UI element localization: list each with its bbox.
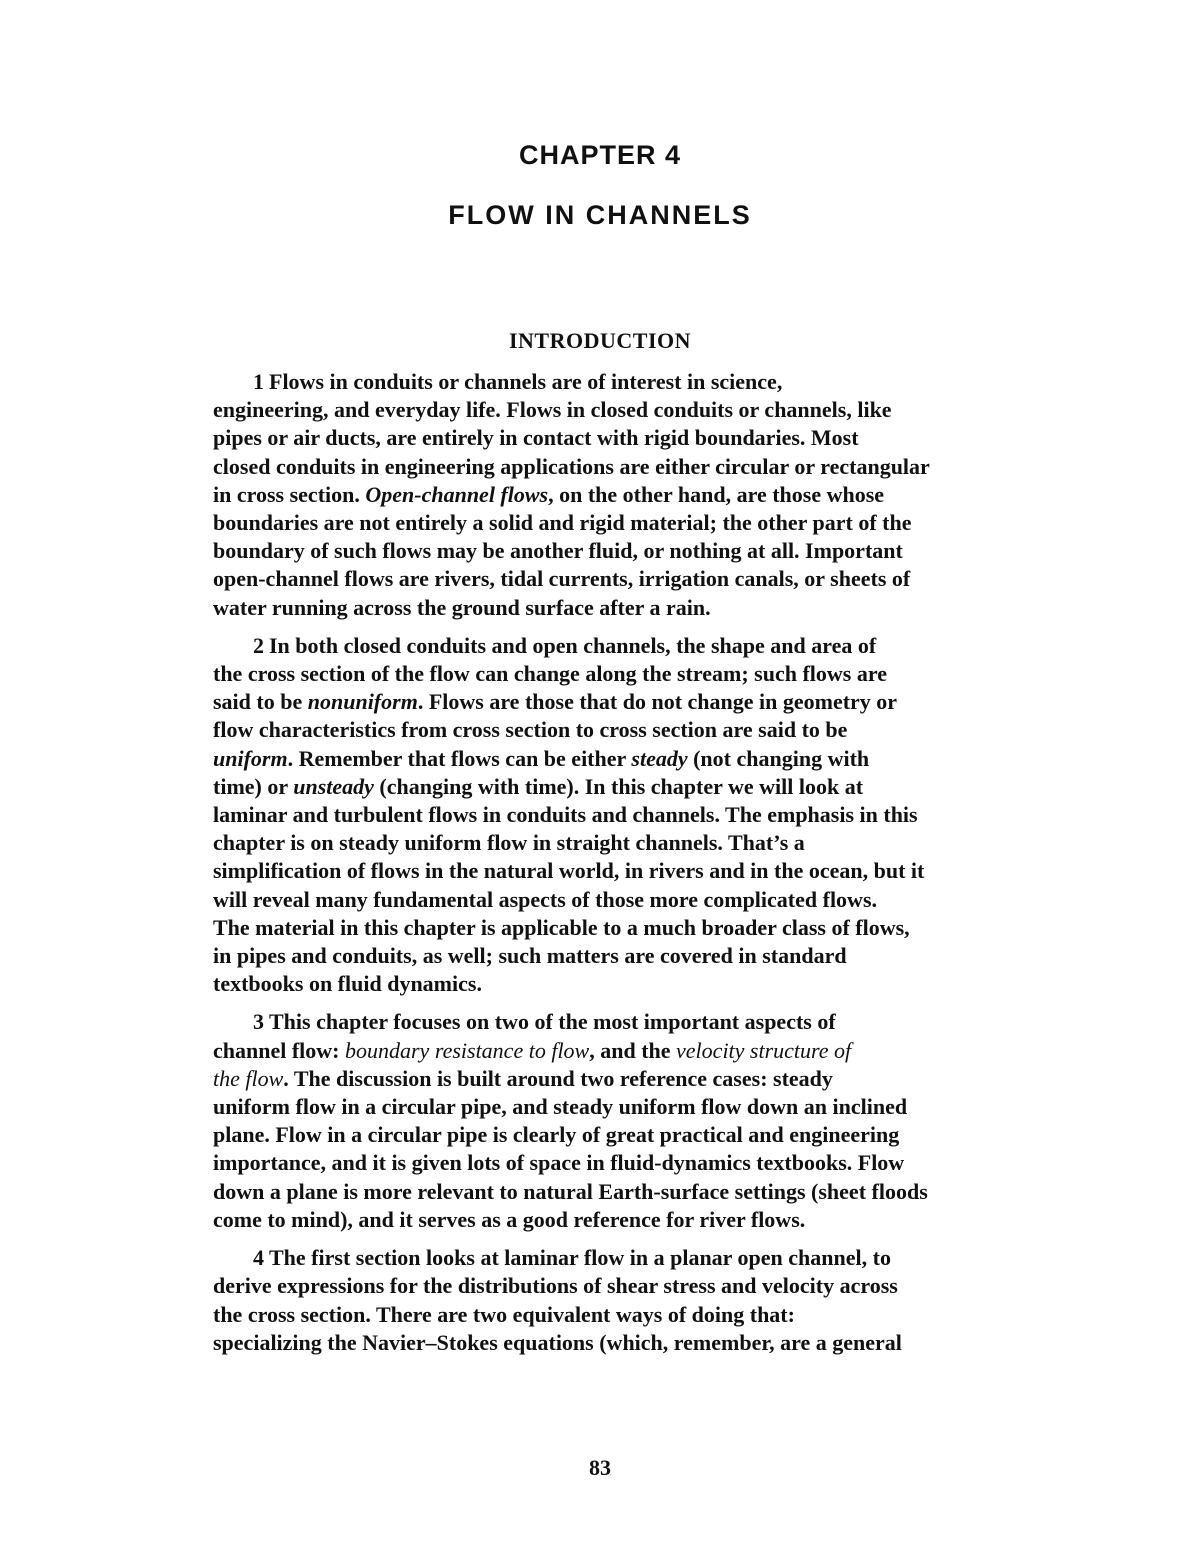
text-line [213,886,1003,914]
paragraph-4 [213,1244,1003,1357]
emphasis-the-flow: the flow [213,1065,284,1091]
text-span: pipes or air ducts, are entirely in contact with rigid boundaries. Most [213,425,859,451]
text-line [213,565,1003,593]
text-span: water running across the ground surface after a rain. [213,594,711,620]
text-line [213,453,1003,481]
text-line [213,773,1003,801]
paragraph-number: 3 [253,1009,264,1035]
text-line [213,1065,1003,1093]
text-line [213,509,1003,537]
text-span: . Flows are those that do not change in geometry or [417,689,898,715]
text-span: (not changing with [687,745,870,771]
term-open-channel-flows: Open-channel flows [365,481,549,507]
text-span: down a plane is more relevant to natural Earth-surface settings (sheet floods [213,1178,928,1204]
text-span: time) or [213,773,294,799]
text-line [213,914,1003,942]
text-span: specializing the Navier–Stokes equations (which, remember, are a general [213,1329,902,1355]
body-text [213,368,1003,1367]
text-span: the cross section of the flow can change along the stream; such flows are [213,661,887,687]
paragraph-1 [213,368,1003,622]
text-span: open-channel flows are rivers, tidal currents, irrigation canals, or sheets of [213,566,911,592]
text-span: The first section looks at laminar flow in a planar open channel, to [269,1245,891,1271]
emphasis-boundary-resistance: boundary resistance to flow [345,1037,590,1063]
paragraph-3 [213,1008,1003,1234]
text-span: uniform flow in a circular pipe, and steady uniform flow down an inclined [213,1094,908,1120]
chapter-label: CHAPTER 4 [518,140,682,170]
text-line [213,1008,1003,1036]
page-number: 83 [589,1455,611,1480]
text-span: come to mind), and it serves as a good reference for river flows. [213,1206,806,1232]
text-line [213,424,1003,452]
text-span: The material in this chapter is applicable to a much broader class of flows, [213,914,910,940]
text-span: . Remember that flows can be either [287,745,632,771]
text-span: said to be [213,689,308,715]
text-line [213,1121,1003,1149]
text-line [213,1093,1003,1121]
text-line [213,1329,1003,1357]
text-span: channel flow: [213,1037,345,1063]
text-span: , and the [589,1037,677,1063]
paragraph-number: 4 [253,1245,264,1271]
text-line [213,745,1003,773]
text-line [213,857,1003,885]
text-span: boundaries are not entirely a solid and rigid material; the other part of the [213,510,912,536]
text-line [213,1178,1003,1206]
text-line [213,632,1003,660]
text-line [213,801,1003,829]
text-line [213,481,1003,509]
text-line [213,1206,1003,1234]
text-span: (changing with time). In this chapter we will look at [373,773,864,799]
text-line [213,688,1003,716]
text-span: , on the other hand, are those whose [548,481,885,507]
text-line [213,660,1003,688]
text-line [213,942,1003,970]
paragraph-2 [213,632,1003,999]
text-line [213,1149,1003,1177]
text-span: engineering, and everyday life. Flows in closed conduits or channels, like [213,397,892,423]
text-span: closed conduits in engineering applications are either circular or rectangular [213,453,930,479]
text-span: importance, and it is given lots of space in fluid-dynamics textbooks. Flow [213,1150,905,1176]
text-line [213,970,1003,998]
text-span: This chapter focuses on two of the most important aspects of [269,1009,836,1035]
text-span: . The discussion is built around two reference cases: steady [283,1065,833,1091]
text-line [213,1301,1003,1329]
text-line [213,368,1003,396]
text-span: in cross section. [213,481,366,507]
text-span: laminar and turbulent flows in conduits and channels. The emphasis in this [213,802,918,828]
text-line [213,594,1003,622]
text-line [213,716,1003,744]
text-span: will reveal many fundamental aspects of those more complicated flows. [213,886,878,912]
emphasis-velocity-structure: velocity structure of [676,1037,852,1063]
text-line [213,1244,1003,1272]
text-span: boundary of such flows may be another fluid, or nothing at all. Important [213,538,903,564]
text-line [213,396,1003,424]
chapter-title: FLOW IN CHANNELS [448,200,752,230]
text-line [213,1272,1003,1300]
text-line [213,1037,1003,1065]
text-line [213,537,1003,565]
text-span: In both closed conduits and open channels, the shape and area of [269,632,877,658]
text-span: the cross section. There are two equivalent ways of doing that: [213,1301,795,1327]
text-span: flow characteristics from cross section to cross section are said to be [213,717,848,743]
text-span: Flows in conduits or channels are of interest in science, [269,369,783,394]
text-line [213,829,1003,857]
text-span: textbooks on fluid dynamics. [213,971,482,997]
text-span: simplification of flows in the natural world, in rivers and in the ocean, but it [213,858,925,884]
text-span: plane. Flow in a circular pipe is clearly of great practical and engineering [213,1122,900,1148]
section-heading: INTRODUCTION [508,328,692,353]
text-span: derive expressions for the distributions of shear stress and velocity across [213,1273,898,1299]
term-unsteady: unsteady [293,773,374,799]
term-uniform: uniform [213,745,288,771]
text-span: chapter is on steady uniform flow in straight channels. That’s a [213,830,805,856]
term-steady: steady [631,745,688,771]
term-nonuniform: nonuniform [307,689,418,715]
text-span: in pipes and conduits, as well; such matters are covered in standard [213,943,847,969]
paragraph-number: 1 [253,369,264,394]
paragraph-number: 2 [253,632,264,658]
